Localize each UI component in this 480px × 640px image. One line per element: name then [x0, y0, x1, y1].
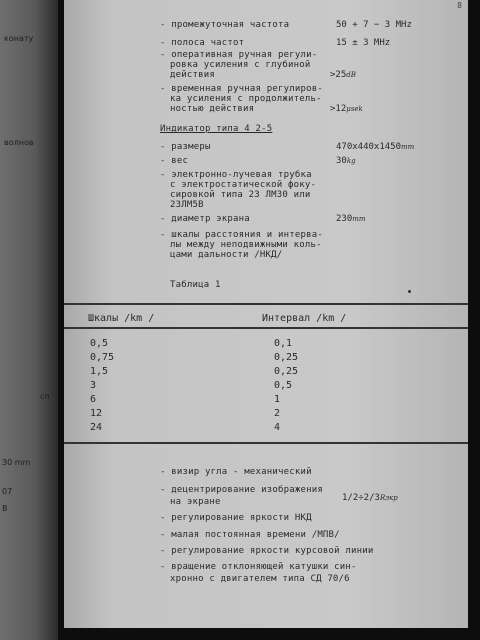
value-number: 230 — [336, 214, 353, 224]
spec-value-time-gain — [330, 104, 363, 114]
table-cell-interval: 0,25 — [274, 366, 299, 377]
page-corner-mark: 8 — [457, 1, 462, 10]
value-number: 30 — [336, 156, 347, 166]
spec-label-bandwidth: - полоса частот — [160, 38, 245, 48]
table-cell-interval: 2 — [274, 408, 281, 419]
spec-value-weight — [336, 156, 356, 166]
table-cell-interval: 0,1 — [274, 338, 293, 349]
table-cell-interval: 0,25 — [274, 352, 299, 363]
spec-value-bandwidth: 15 ± 3 МНz — [336, 38, 391, 48]
feature-nkd-brightness: - регулирование яркости НКД — [160, 513, 312, 523]
table-header-scales: Шкалы /km / — [88, 313, 155, 324]
spec-label-dimensions: - размеры — [160, 142, 211, 152]
spec-label-screen-diameter: - диаметр экрана — [160, 214, 250, 224]
value-number: 470х440х1450 — [336, 142, 402, 152]
value-unit: mm — [401, 143, 415, 151]
table-cell-scale: 3 — [90, 380, 97, 391]
table-cell-scale: 24 — [90, 422, 103, 433]
value-unit: μsek — [346, 105, 363, 113]
table-cell-scale: 0,75 — [90, 352, 115, 363]
spec-label-time-gain-line: - временная ручная регулиров- — [160, 84, 323, 94]
document-page — [64, 0, 468, 628]
spec-label-crt-line: сировкой типа 23 ЛМ30 или — [170, 190, 311, 200]
spec-label-intermediate-frequency: - промежуточная частота — [160, 20, 290, 30]
spec-label-crt-line: 23ЛМ5В — [170, 200, 204, 210]
spec-value-manual-gain — [330, 70, 356, 80]
table-cell-scale: 6 — [90, 394, 97, 405]
value-unit: mm — [352, 215, 366, 223]
feature-decentering-value — [342, 493, 398, 503]
spec-label-time-gain-line: ностью действия — [170, 104, 255, 114]
spec-label-range-scales-line: цами дальности /НКД/ — [170, 250, 283, 260]
spec-label-crt-line: - электронно-лучевая трубка — [160, 170, 312, 180]
feature-small-time-constant: - малая постоянная времени /МПВ/ — [160, 530, 340, 540]
table-title: Таблица 1 — [170, 280, 221, 290]
spec-value-dimensions — [336, 142, 414, 152]
spec-label-range-scales-line: - шкалы расстояния и интерва- — [160, 230, 323, 240]
table-cell-interval: 0,5 — [274, 380, 293, 391]
value-number: 1/2÷2/3 — [342, 493, 380, 503]
ink-speck — [408, 290, 411, 293]
feature-coil-rotation-line: - вращение отклоняющей катушки син- — [160, 562, 357, 572]
left-page-fragment: конату — [4, 34, 34, 43]
table-cell-scale: 0,5 — [90, 338, 109, 349]
table-top-rule — [64, 303, 468, 305]
spec-label-manual-gain-line: действия — [170, 70, 215, 80]
left-page-fragment: 30 mm — [2, 458, 31, 467]
spec-label-manual-gain-line: ровка усиления с глубиной — [170, 60, 311, 70]
adjacent-left-page — [0, 0, 58, 640]
value-unit: Rэкр — [379, 494, 398, 502]
left-page-fragment: сп — [40, 392, 50, 401]
feature-decentering-line: - децентрирование изображения — [160, 485, 323, 495]
spec-value-intermediate-frequency: 50 + 7 − 3 МНz — [336, 20, 412, 30]
value-number: >12 — [330, 104, 347, 114]
value-number: >25 — [330, 70, 347, 80]
spec-label-weight: - вес — [160, 156, 189, 166]
feature-coil-rotation-line: хронно с двигателем типа СД 70/6 — [170, 574, 350, 584]
table-cell-scale: 12 — [90, 408, 103, 419]
table-cell-scale: 1,5 — [90, 366, 109, 377]
feature-decentering-line: на экране — [170, 497, 221, 507]
left-page-fragment: 07 — [2, 487, 13, 496]
table-cell-interval: 1 — [274, 394, 281, 405]
feature-angle-sight: - визир угла - механический — [160, 467, 312, 477]
section-heading-indicator: Индикатор типа 4 2-5 — [160, 124, 273, 134]
table-cell-interval: 4 — [274, 422, 281, 433]
feature-heading-line-brightness: - регулирование яркости курсовой линии — [160, 546, 374, 556]
table-bottom-rule — [64, 442, 468, 444]
left-page-fragment: В — [2, 504, 8, 513]
table-header-interval: Интервал /km / — [262, 313, 347, 324]
spec-label-range-scales-line: лы между неподвижными коль- — [170, 240, 322, 250]
value-unit: dB — [346, 71, 356, 79]
left-page-fragment: волнов — [4, 138, 34, 147]
spec-value-screen-diameter — [336, 214, 366, 224]
table-header-rule — [64, 327, 468, 329]
spec-label-manual-gain-line: - оперативная ручная регули- — [160, 50, 318, 60]
spec-label-time-gain-line: ка усиления с продолжитель- — [170, 94, 322, 104]
value-unit: kg — [346, 157, 356, 165]
spec-label-crt-line: с электростатической фоку- — [170, 180, 317, 190]
